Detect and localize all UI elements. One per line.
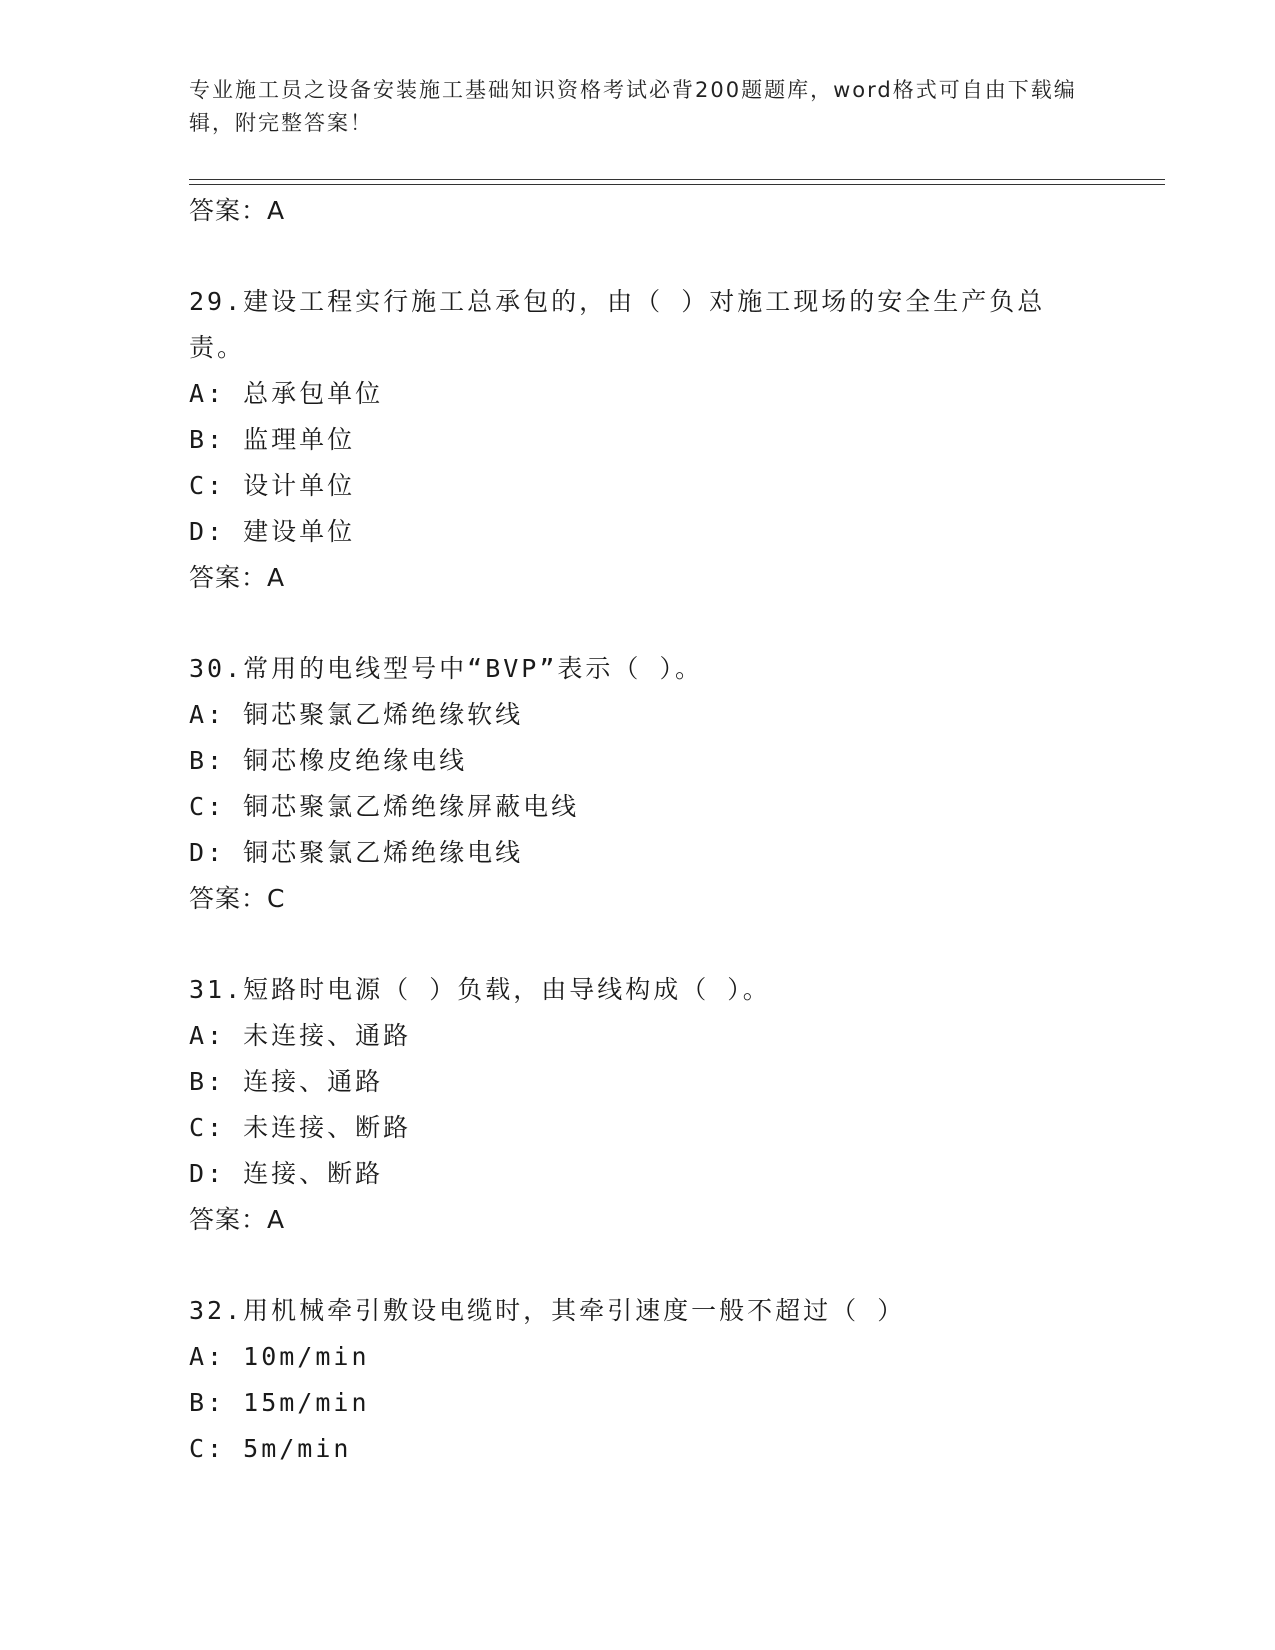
option-a: A: 铜芯聚氯乙烯绝缘软线 <box>189 700 524 729</box>
option-a: A: 未连接、通路 <box>189 1021 412 1050</box>
answer-line: 答案：C <box>189 884 286 913</box>
option-c: C: 铜芯聚氯乙烯绝缘屏蔽电线 <box>189 792 580 821</box>
option-d: D: 连接、断路 <box>189 1159 384 1188</box>
option-c: C: 未连接、断路 <box>189 1113 412 1142</box>
option-b: B: 监理单位 <box>189 425 356 454</box>
question-text: 32.用机械牵引敷设电缆时，其牵引速度一般不超过（ ） <box>189 1296 906 1325</box>
spacer <box>189 234 1089 279</box>
document-body <box>189 188 1089 1472</box>
page-header: 专业施工员之设备安装施工基础知识资格考试必背200题题库，word格式可自由下载编辑，附完整答案！ <box>189 78 1077 135</box>
header-rule-bottom <box>189 184 1165 185</box>
option-c: C: 设计单位 <box>189 471 356 500</box>
question-31 <box>189 967 1089 1243</box>
option-d: D: 建设单位 <box>189 517 356 546</box>
option-c: C: 5m/min <box>189 1434 352 1463</box>
question-text: 30.常用的电线型号中“BVP”表示（ ）。 <box>189 654 703 683</box>
option-d: D: 铜芯聚氯乙烯绝缘电线 <box>189 838 524 867</box>
option-b: B: 铜芯橡皮绝缘电线 <box>189 746 468 775</box>
question-text: 责。 <box>189 333 246 362</box>
question-29 <box>189 279 1089 601</box>
spacer <box>189 1243 1089 1288</box>
spacer <box>189 922 1089 967</box>
question-text: 31.短路时电源（ ）负载，由导线构成（ ）。 <box>189 975 771 1004</box>
question-30 <box>189 646 1089 922</box>
question-text: 29.建设工程实行施工总承包的，由（ ）对施工现场的安全生产负总 <box>189 287 1046 316</box>
option-a: A: 10m/min <box>189 1342 370 1371</box>
option-b: B: 15m/min <box>189 1388 370 1417</box>
answer-line: 答案：A <box>189 563 286 592</box>
spacer <box>189 601 1089 646</box>
answer-line: 答案：A <box>189 1205 286 1234</box>
question-32 <box>189 1288 1089 1472</box>
option-b: B: 连接、通路 <box>189 1067 384 1096</box>
option-a: A: 总承包单位 <box>189 379 384 408</box>
header-rule-top <box>189 179 1165 180</box>
answer-line: 答案：A <box>189 196 286 225</box>
